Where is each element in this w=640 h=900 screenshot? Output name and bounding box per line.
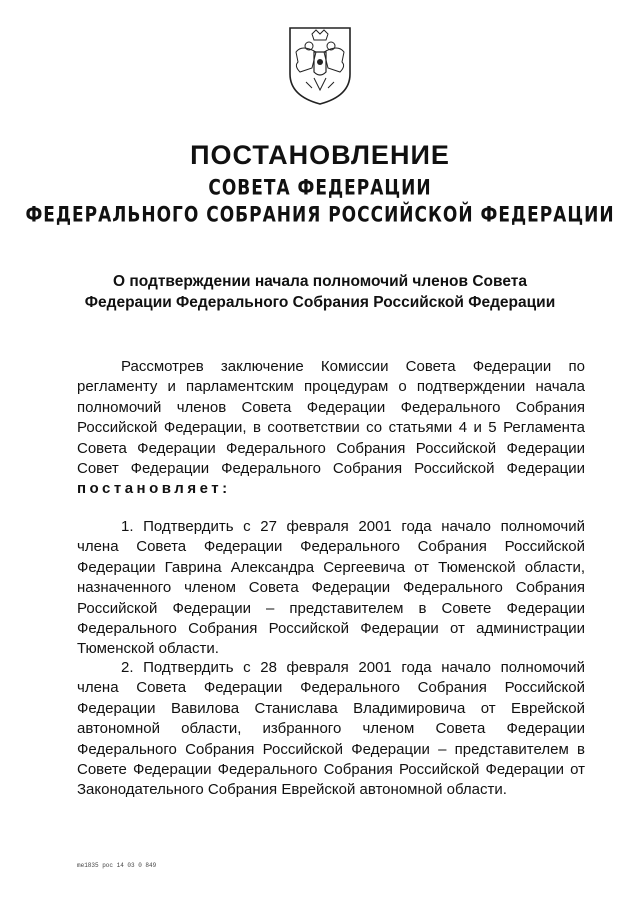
issuer-line-1: СОВЕТА ФЕДЕРАЦИИ — [208, 175, 432, 201]
preamble-paragraph — [77, 357, 585, 500]
document-title: ПОСТАНОВЛЕНИЕ — [190, 140, 450, 170]
footer-code: me1835 рос 14 03 0 849 — [77, 862, 157, 869]
item-1-paragraph — [77, 517, 585, 660]
item-2-paragraph — [77, 658, 585, 801]
coat-of-arms-icon — [282, 22, 358, 106]
issuer-line-2: ФЕДЕРАЛЬНОГО СОБРАНИЯ РОССИЙСКОЙ ФЕДЕРАЦИИ — [25, 202, 615, 228]
item-2-text: 2. Подтвердить с 28 февраля 2001 года начало полномочий члена Совета Федерации Федерального Собрания Российской Федерации Вавилова Станислава Владимировича от Еврейской автономной области, избранного членом Совета Федерации Федерального Собрания Российской Федерации – представителем в Совете Федерации Федерального Собрания Российской Федерации от Законодательного Собрания Еврейской автономной области. — [77, 659, 585, 799]
subject-line-1: О подтверждении начала полномочий членов Совета — [113, 273, 527, 290]
preamble-text: Рассмотрев заключение Комиссии Совета Федерации по регламенту и парламентским процедурам о подтверждении начала полномочий членов Совета Федерации Федерального Собрания Российской Федерации, в соответствии со статьями 4 и 5 Регламента Совета Федерации Федерального Собрания Российской Федерации Совет Федерации Федерального Собрания Российской Федерации — [77, 358, 585, 478]
decree-word: постановляет: — [77, 480, 231, 498]
document-subject — [80, 271, 560, 313]
subject-line-2: Федерации Федерального Собрания Российской Федерации — [84, 294, 556, 311]
item-1-text: 1. Подтвердить с 27 февраля 2001 года начало полномочий члена Совета Федерации Федерального Собрания Российской Федерации Гаврина Александра Сергеевича от Тюменской области, назначенного членом Совета Федерации Федерального Собрания Российской Федерации – представителем в Совете Федерации Федерального Собрания Российской Федерации от администрации Тюменской области. — [77, 518, 585, 658]
